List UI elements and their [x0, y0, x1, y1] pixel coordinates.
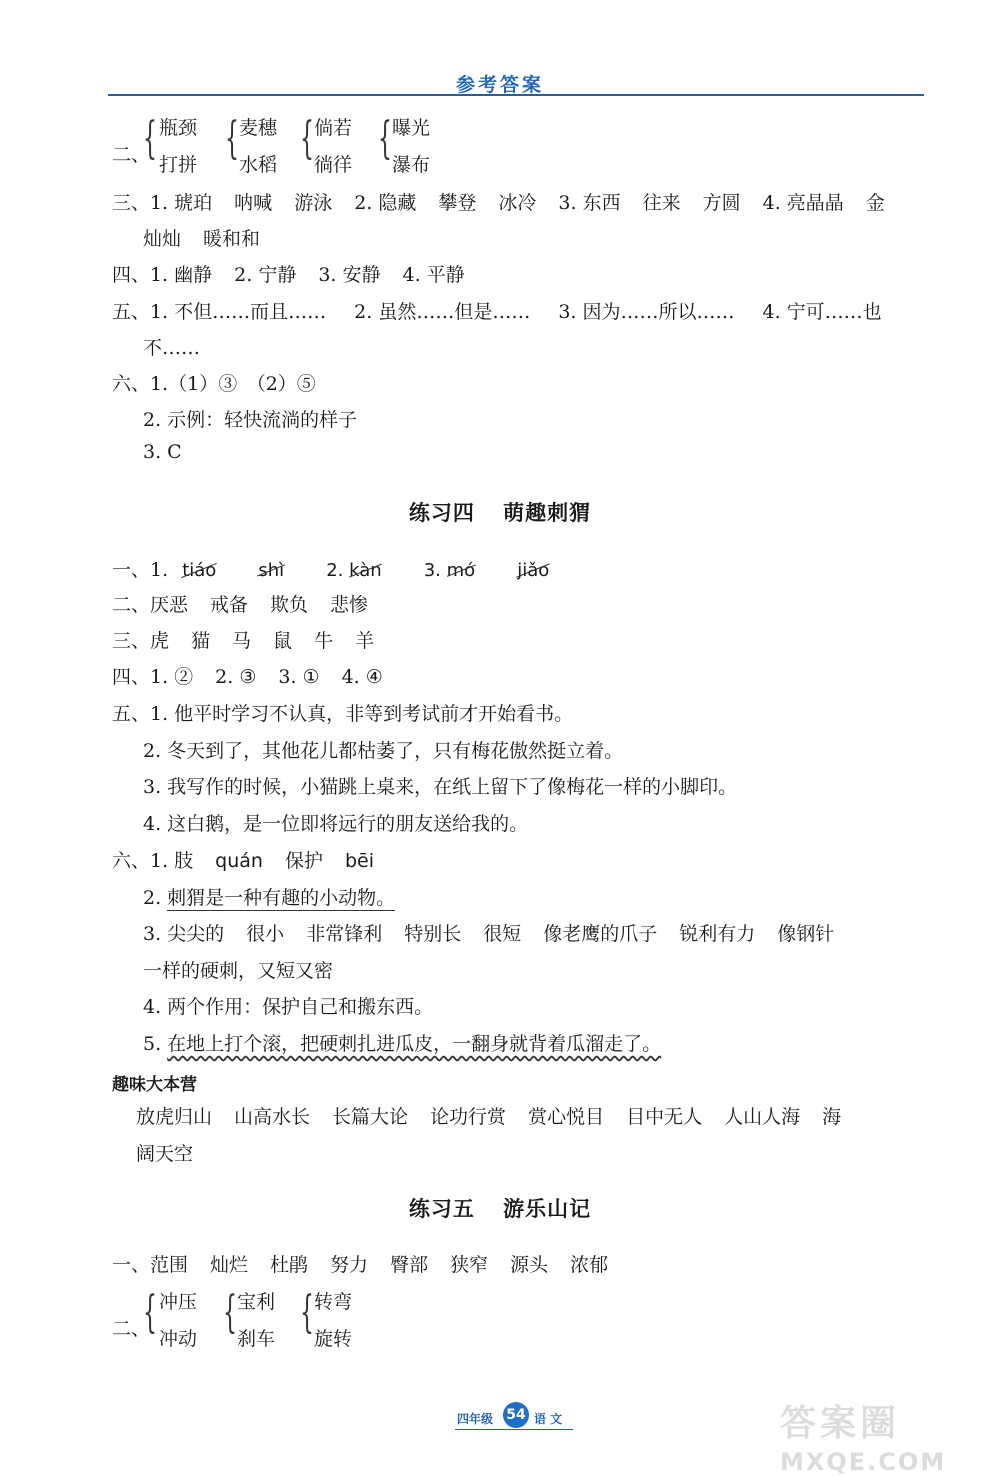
word: 打拼: [159, 154, 198, 176]
ex4-liu-3-line1: [143, 919, 856, 946]
pinyin-struck: tiáo: [182, 560, 217, 581]
answer-item: 2. 宁静: [234, 264, 297, 286]
brace-icon: {: [378, 113, 392, 164]
section-san-line2: [143, 224, 282, 251]
brace-icon: {: [300, 113, 314, 164]
answer-item: 五、1. 不但……而且……: [112, 301, 327, 323]
answer-item: 三、1. 琥珀: [112, 192, 213, 214]
exercise-title: 游乐山记: [503, 1197, 592, 1221]
answer-item: 游泳: [294, 192, 333, 214]
ex4-liu-4: 4. 两个作用：保护自己和搬东西。: [143, 996, 434, 1018]
answer-item: 马: [232, 630, 252, 652]
brace-icon: {: [143, 113, 157, 164]
answer-item: 源头: [510, 1254, 549, 1276]
idiom: 赏心悦目: [528, 1106, 605, 1128]
ex4-liu-5: 5. 在地上打个滚，把硬刺扎进瓜皮，一翻身就背着瓜溜走了。: [143, 1033, 662, 1055]
ex4-wu-3: 3. 我写作的时候，小猫跳上桌来，在纸上留下了像梅花一样的小脚印。: [143, 776, 738, 798]
brace-icon: {: [223, 1287, 237, 1338]
answer-item: 四、1. 幽静: [112, 264, 213, 286]
page-header-title: 参考答案: [455, 74, 544, 96]
answer-item: 2. 隐藏: [354, 192, 417, 214]
watermark-logo: 答案圈 MXQE.COM: [780, 1403, 947, 1476]
brace-icon: {: [143, 1287, 157, 1338]
section-san-line1: [112, 188, 907, 215]
answer-item: 方圆: [702, 192, 741, 214]
section-liu-3: 3. C: [143, 441, 182, 463]
answer-item: 悲惨: [330, 594, 369, 616]
idiom: 长篇大论: [332, 1106, 409, 1128]
pinyin-answer: quán: [215, 850, 263, 872]
answer-item: 4. 宁可……也: [762, 301, 882, 323]
header-divider: [108, 94, 924, 96]
answer-item: 六、1. 肢: [112, 850, 194, 872]
word: 刹车: [237, 1328, 276, 1350]
ex4-san: [112, 626, 396, 653]
answer-item: 猫: [191, 630, 211, 652]
answer-item: 2. ③: [215, 666, 257, 688]
answer-item: 牛: [314, 630, 334, 652]
answer-item: 4. 亮晶晶: [762, 192, 844, 214]
answer-item: 像钢针: [777, 923, 835, 945]
fun-line1: [136, 1102, 863, 1129]
answer-item: 一、范围: [112, 1254, 189, 1276]
word: 宝利: [237, 1291, 276, 1313]
answer-item: 3. 尖尖的: [143, 923, 225, 945]
idiom: 海: [822, 1106, 842, 1128]
footer-divider: [455, 1429, 573, 1430]
answer-item: 欺负: [270, 594, 309, 616]
pinyin-struck: jiǎo: [517, 560, 550, 581]
brace-icon: {: [225, 113, 239, 164]
answer-item: 很短: [483, 923, 522, 945]
ex4-si: [112, 662, 405, 689]
word: 水稻: [239, 154, 278, 176]
word: 瀑布: [392, 154, 431, 176]
pinyin-answer: bēi: [344, 850, 375, 872]
word: 转弯: [314, 1291, 353, 1313]
fun-line2: 阔天空: [136, 1143, 194, 1165]
answer-item: 往来: [642, 192, 681, 214]
ex4-liu-1: [112, 846, 396, 873]
answer-item: 3. 东西: [558, 192, 621, 214]
answer-item: 3. 因为……所以……: [558, 301, 735, 323]
idiom: 放虎归山: [136, 1106, 213, 1128]
answer-item: 3. 安静: [318, 264, 381, 286]
answer-item: 暖和和: [203, 228, 261, 250]
answer-item: 戒备: [210, 594, 249, 616]
answer-item: 3. ①: [278, 666, 320, 688]
answer-item: 四、1. ②: [112, 666, 194, 688]
idiom: 论功行赏: [430, 1106, 507, 1128]
page-number-badge: 54: [503, 1402, 529, 1428]
section-liu-1: 六、1.（1）③ （2）⑤: [112, 373, 316, 395]
answer-item: 二、厌恶: [112, 594, 189, 616]
pinyin-struck: 3. mó: [423, 560, 476, 581]
ex4-wu-2: 2. 冬天到了，其他花儿都枯萎了，只有梅花傲然挺立着。: [143, 740, 624, 762]
answer-item: 4. ④: [341, 666, 383, 688]
ex4-wu-4: 4. 这白鹅，是一位即将远行的朋友送给我的。: [143, 813, 529, 835]
ex5-yi: [112, 1250, 630, 1277]
word: 瓶颈: [159, 117, 198, 139]
word: 冲压: [159, 1291, 198, 1313]
exercise-number: 练习四: [408, 501, 475, 525]
question-label: 一、1.: [112, 559, 169, 581]
answer-item: 浓郁: [570, 1254, 609, 1276]
answer-item: 杜鹃: [270, 1254, 309, 1276]
wavy-underlined-sentence: 在地上打个滚，把硬刺扎进瓜皮，一翻身就背着瓜溜走了。: [167, 1033, 662, 1055]
footer-grade: 四年级: [457, 1412, 494, 1426]
answer-item: 锐利有力: [679, 923, 756, 945]
answer-item: 羊: [355, 630, 375, 652]
answer-item: 狭窄: [450, 1254, 489, 1276]
section-wu-line1: [112, 297, 904, 324]
pinyin-struck: shì: [258, 560, 285, 581]
word: 冲动: [159, 1328, 198, 1350]
ex4-liu-3-line2: 一样的硬刺，又短又密: [143, 960, 334, 982]
answer-item: 灿烂: [210, 1254, 249, 1276]
answer-item: 臀部: [390, 1254, 429, 1276]
underlined-sentence: 刺猬是一种有趣的小动物。: [167, 887, 396, 909]
answer-item: 像老鹰的爪子: [543, 923, 658, 945]
answer-item: 鼠: [273, 630, 293, 652]
ex4-wu-1: 五、1. 他平时学习不认真，非等到考试前才开始看书。: [112, 703, 574, 725]
word: 曝光: [392, 117, 431, 139]
ex4-er: [112, 590, 390, 617]
word: 倘若: [314, 117, 353, 139]
idiom: 人山人海: [724, 1106, 801, 1128]
ex5-er-label: 二、: [112, 1318, 151, 1340]
fun-section-title: 趣味大本营: [112, 1075, 197, 1095]
answer-item: 冰冷: [498, 192, 537, 214]
brace-icon: {: [300, 1287, 314, 1338]
section-er-label: 二、: [112, 144, 151, 166]
answer-item: 4. 平静: [402, 264, 465, 286]
ex4-yi: [112, 555, 585, 582]
answer-item: 努力: [330, 1254, 369, 1276]
exercise-title: 萌趣刺猬: [503, 501, 592, 525]
answer-item: 三、虎: [112, 630, 170, 652]
answer-item: 很小: [246, 923, 285, 945]
section-si: [112, 260, 487, 287]
idiom: 目中无人: [626, 1106, 703, 1128]
answer-item: 保护: [284, 850, 323, 872]
answer-item: 非常锋利: [306, 923, 383, 945]
section-liu-2: 2. 示例：轻快流淌的样子: [143, 409, 358, 431]
answer-item: 灿灿: [143, 228, 182, 250]
exercise-4-heading: [0, 497, 1000, 527]
answer-item: 金: [865, 192, 885, 214]
exercise-number: 练习五: [408, 1197, 475, 1221]
answer-item: 攀登: [438, 192, 477, 214]
footer-subject: 语 文: [534, 1412, 563, 1426]
ex4-liu-2: 2. 刺猬是一种有趣的小动物。: [143, 887, 396, 909]
answer-item: 呐喊: [234, 192, 273, 214]
exercise-5-heading: [0, 1193, 1000, 1223]
section-wu-line2: 不……: [143, 337, 201, 359]
idiom: 山高水长: [234, 1106, 311, 1128]
pinyin-struck: 2. kàn: [326, 560, 382, 581]
word: 麦穗: [239, 117, 278, 139]
answer-item: 特别长: [404, 923, 462, 945]
word: 旋转: [314, 1328, 353, 1350]
word: 徜徉: [314, 154, 353, 176]
answer-item: 2. 虽然……但是……: [354, 301, 531, 323]
